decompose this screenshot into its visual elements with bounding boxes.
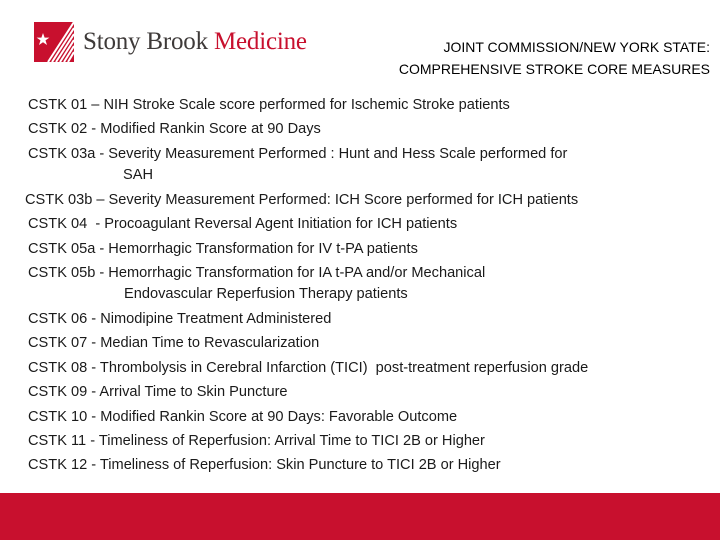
list-item xyxy=(0,429,720,453)
measure-text: - Nimodipine Treatment Administered xyxy=(87,310,332,327)
measure-text: - Severity Measurement Performed : Hunt and Hess Scale performed for xyxy=(95,145,568,162)
measure-text: - Hemorrhagic Transformation for IA t-PA and/or Mechanical xyxy=(95,264,486,281)
star-shield-icon xyxy=(34,22,74,62)
measure-text: - Timeliness of Reperfusion: Skin Puncture to TICI 2B or Higher xyxy=(87,457,501,474)
measure-code: CSTK 04 xyxy=(28,216,88,233)
measure-code: CSTK 12 xyxy=(28,457,88,474)
list-item xyxy=(0,307,720,331)
measure-code: CSTK 02 xyxy=(28,121,88,138)
stony-brook-medicine-logo xyxy=(34,22,307,62)
measure-text: - Timeliness of Reperfusion: Arrival Time to TICI 2B or Higher xyxy=(86,432,485,449)
measure-text-continuation: Endovascular Reperfusion Therapy patients xyxy=(124,286,408,303)
list-item xyxy=(0,212,720,236)
list-item xyxy=(0,380,720,404)
title-line-2: COMPREHENSIVE STROKE CORE MEASURES xyxy=(398,61,710,77)
logo-accent: Medicine xyxy=(213,28,307,55)
measure-text: – NIH Stroke Scale score performed for Ischemic Stroke patients xyxy=(87,97,510,113)
footer-bar xyxy=(0,493,720,540)
measures-list xyxy=(0,93,720,478)
measure-code: CSTK 06 xyxy=(28,310,88,327)
measure-text: - Modified Rankin Score at 90 Days: Favorable Outcome xyxy=(87,408,458,425)
measure-text: - Modified Rankin Score at 90 Days xyxy=(87,121,321,138)
list-item xyxy=(0,142,720,188)
list-item xyxy=(0,93,720,117)
logo-wordmark xyxy=(83,28,307,56)
measure-code: CSTK 05a xyxy=(28,240,96,257)
list-item xyxy=(0,405,720,429)
list-item xyxy=(0,117,720,141)
measure-text-continuation: SAH xyxy=(123,167,154,184)
measure-text: - Thrombolysis in Cerebral Infarction (TICI) post-treatment reperfusion grade xyxy=(87,359,589,376)
measure-code: CSTK 05b xyxy=(28,264,96,281)
list-item xyxy=(0,453,720,477)
measure-text: - Procoagulant Reversal Agent Initiation for ICH patients xyxy=(87,216,458,233)
page-title xyxy=(399,36,710,80)
measure-text: – Severity Measurement Performed: ICH Score performed for ICH patients xyxy=(92,191,579,208)
measure-code: CSTK 03a xyxy=(28,145,96,162)
measure-code: CSTK 07 xyxy=(28,335,88,352)
measure-code: CSTK 11 xyxy=(28,432,87,449)
measure-text: - Median Time to Revascularization xyxy=(87,335,320,352)
measure-code: CSTK 09 xyxy=(28,384,88,401)
header xyxy=(0,0,720,88)
measure-text: - Hemorrhagic Transformation for IV t-PA patients xyxy=(95,240,418,257)
measure-code: CSTK 08 xyxy=(28,359,88,376)
list-item xyxy=(0,356,720,380)
title-line-1: JOINT COMMISSION/NEW YORK STATE: xyxy=(443,39,710,55)
list-item xyxy=(0,331,720,355)
list-item xyxy=(0,188,720,212)
logo-name: Stony Brook xyxy=(83,28,208,55)
measure-code: CSTK 10 xyxy=(28,408,88,425)
measure-text: - Arrival Time to Skin Puncture xyxy=(87,384,288,401)
list-item xyxy=(0,261,720,307)
measure-code: CSTK 01 xyxy=(28,97,88,113)
measure-code: CSTK 03b xyxy=(25,191,93,208)
list-item xyxy=(0,237,720,261)
